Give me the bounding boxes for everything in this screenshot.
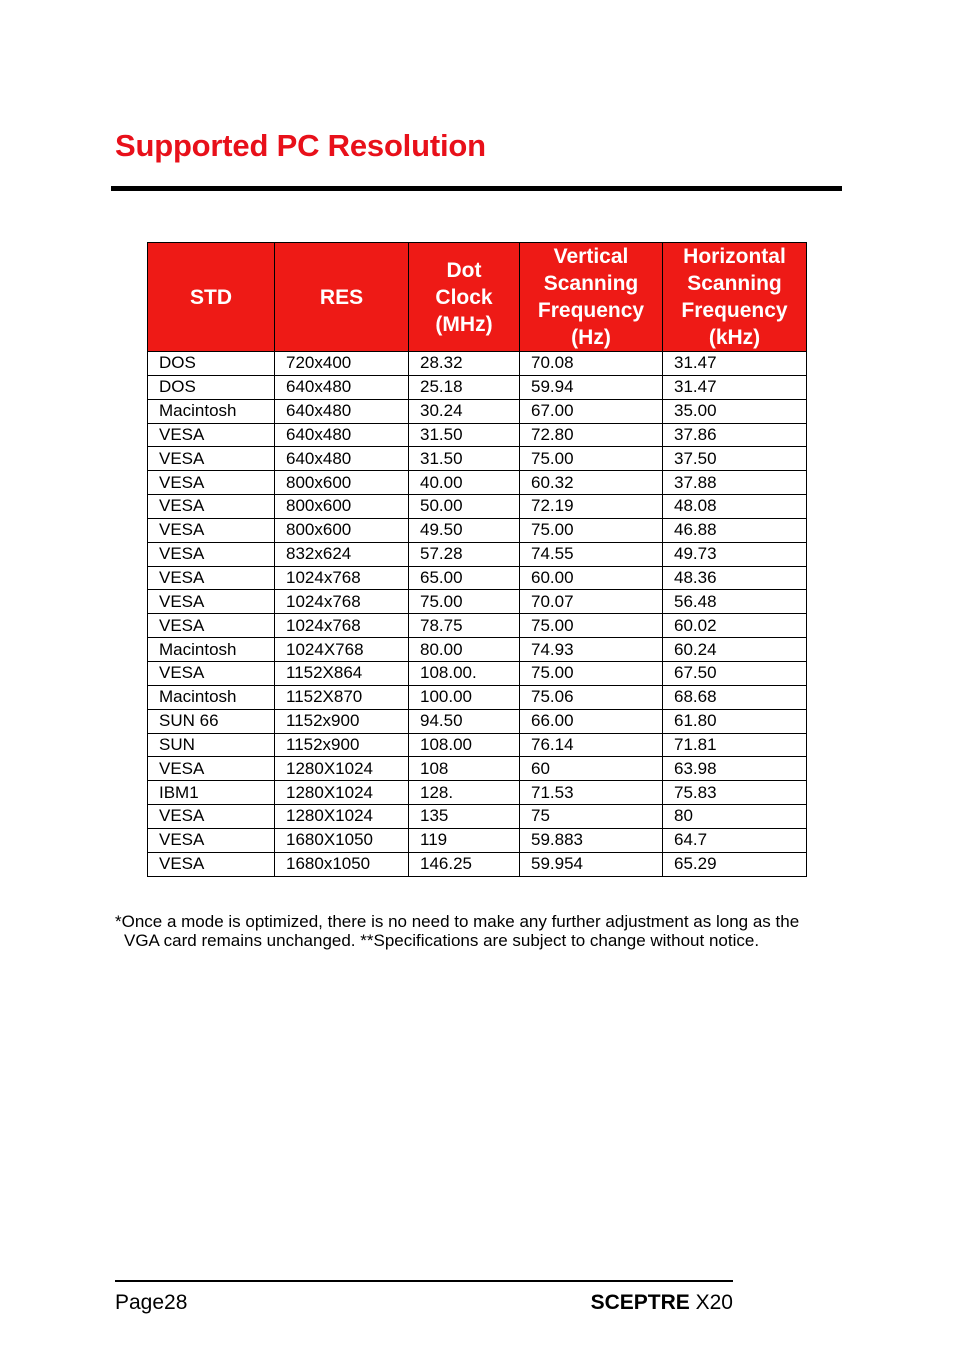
- cell-std: Macintosh: [148, 638, 275, 662]
- table-body: [148, 352, 807, 877]
- cell-horizontal-frequency: 64.7: [663, 828, 807, 852]
- cell-horizontal-frequency: 60.02: [663, 614, 807, 638]
- header-vertical-frequency: [520, 243, 663, 352]
- resolution-table: [147, 242, 807, 877]
- cell-vertical-frequency: 75.06: [520, 685, 663, 709]
- cell-dot-clock: 146.25: [409, 852, 520, 876]
- cell-std: IBM1: [148, 781, 275, 805]
- cell-res: 720x400: [275, 352, 409, 376]
- cell-dot-clock: 108.00.: [409, 661, 520, 685]
- table-row: [148, 828, 807, 852]
- table-row: [148, 423, 807, 447]
- table-row: [148, 733, 807, 757]
- cell-vertical-frequency: 71.53: [520, 781, 663, 805]
- cell-vertical-frequency: 74.55: [520, 542, 663, 566]
- cell-horizontal-frequency: 31.47: [663, 352, 807, 376]
- cell-res: 1680x1050: [275, 852, 409, 876]
- cell-std: SUN: [148, 733, 275, 757]
- cell-horizontal-frequency: 61.80: [663, 709, 807, 733]
- cell-dot-clock: 65.00: [409, 566, 520, 590]
- table-row: [148, 542, 807, 566]
- table-row: [148, 590, 807, 614]
- cell-res: 1024x768: [275, 566, 409, 590]
- cell-dot-clock: 100.00: [409, 685, 520, 709]
- cell-horizontal-frequency: 46.88: [663, 518, 807, 542]
- cell-horizontal-frequency: 63.98: [663, 757, 807, 781]
- cell-dot-clock: 31.50: [409, 447, 520, 471]
- cell-std: Macintosh: [148, 685, 275, 709]
- cell-std: VESA: [148, 518, 275, 542]
- header-horizontal-frequency: [663, 243, 807, 352]
- cell-horizontal-frequency: 31.47: [663, 375, 807, 399]
- table-row: [148, 805, 807, 829]
- header-res: RES: [275, 243, 409, 352]
- table-row: [148, 352, 807, 376]
- cell-std: VESA: [148, 447, 275, 471]
- cell-std: Macintosh: [148, 399, 275, 423]
- cell-res: 832x624: [275, 542, 409, 566]
- table-row: [148, 661, 807, 685]
- cell-horizontal-frequency: 60.24: [663, 638, 807, 662]
- cell-dot-clock: 108: [409, 757, 520, 781]
- page-number: Page28: [115, 1291, 188, 1314]
- cell-res: 1024x768: [275, 590, 409, 614]
- cell-horizontal-frequency: 80: [663, 805, 807, 829]
- table-row: [148, 638, 807, 662]
- cell-res: 1152X864: [275, 661, 409, 685]
- cell-res: 1152x900: [275, 709, 409, 733]
- table-row: [148, 852, 807, 876]
- header-std: STD: [148, 243, 275, 352]
- cell-std: VESA: [148, 471, 275, 495]
- cell-vertical-frequency: 72.19: [520, 495, 663, 519]
- cell-res: 1280X1024: [275, 757, 409, 781]
- cell-horizontal-frequency: 68.68: [663, 685, 807, 709]
- cell-res: 1280X1024: [275, 781, 409, 805]
- cell-std: VESA: [148, 614, 275, 638]
- cell-dot-clock: 31.50: [409, 423, 520, 447]
- cell-std: DOS: [148, 375, 275, 399]
- title-divider: [111, 186, 842, 191]
- table-row: [148, 566, 807, 590]
- cell-vertical-frequency: 72.80: [520, 423, 663, 447]
- cell-res: 640x480: [275, 423, 409, 447]
- cell-horizontal-frequency: 67.50: [663, 661, 807, 685]
- model-name: X20: [695, 1291, 733, 1314]
- cell-vertical-frequency: 75.00: [520, 661, 663, 685]
- cell-res: 1280X1024: [275, 805, 409, 829]
- table-header-row: [148, 243, 807, 352]
- header-vertical-line: Vertical: [553, 245, 629, 268]
- cell-res: 800x600: [275, 518, 409, 542]
- cell-horizontal-frequency: 35.00: [663, 399, 807, 423]
- page-title: Supported PC Resolution: [115, 128, 486, 163]
- cell-res: 1152X870: [275, 685, 409, 709]
- cell-horizontal-frequency: 75.83: [663, 781, 807, 805]
- cell-vertical-frequency: 75: [520, 805, 663, 829]
- footnote-line-1: *Once a mode is optimized, there is no need to make any further adjustment as long as the: [115, 912, 800, 931]
- table-row: [148, 614, 807, 638]
- table-row: [148, 685, 807, 709]
- cell-dot-clock: 128.: [409, 781, 520, 805]
- cell-vertical-frequency: 75.00: [520, 614, 663, 638]
- table-row: [148, 447, 807, 471]
- cell-dot-clock: 25.18: [409, 375, 520, 399]
- cell-dot-clock: 135: [409, 805, 520, 829]
- cell-dot-clock: 49.50: [409, 518, 520, 542]
- cell-std: VESA: [148, 590, 275, 614]
- cell-std: VESA: [148, 661, 275, 685]
- cell-horizontal-frequency: 56.48: [663, 590, 807, 614]
- cell-std: VESA: [148, 566, 275, 590]
- cell-res: 1152x900: [275, 733, 409, 757]
- cell-horizontal-frequency: 48.08: [663, 495, 807, 519]
- header-dot-clock-line: Dot: [446, 258, 482, 282]
- header-vertical-line: Frequency: [537, 299, 645, 322]
- cell-vertical-frequency: 75.00: [520, 518, 663, 542]
- cell-std: VESA: [148, 805, 275, 829]
- cell-horizontal-frequency: 71.81: [663, 733, 807, 757]
- cell-res: 640x480: [275, 399, 409, 423]
- header-horizontal-line: Horizontal: [683, 245, 786, 268]
- table-row: [148, 495, 807, 519]
- cell-res: 1680X1050: [275, 828, 409, 852]
- header-dot-clock-line: (MHz): [435, 312, 493, 336]
- footer-divider: [115, 1280, 733, 1282]
- cell-dot-clock: 57.28: [409, 542, 520, 566]
- cell-horizontal-frequency: 37.88: [663, 471, 807, 495]
- cell-std: VESA: [148, 495, 275, 519]
- cell-res: 1024x768: [275, 614, 409, 638]
- cell-dot-clock: 30.24: [409, 399, 520, 423]
- table-row: [148, 781, 807, 805]
- header-vertical-line: Scanning: [543, 272, 639, 295]
- table-row: [148, 709, 807, 733]
- cell-std: VESA: [148, 828, 275, 852]
- table-row: [148, 757, 807, 781]
- cell-horizontal-frequency: 65.29: [663, 852, 807, 876]
- table-row: [148, 471, 807, 495]
- cell-horizontal-frequency: 37.50: [663, 447, 807, 471]
- cell-vertical-frequency: 60.32: [520, 471, 663, 495]
- header-horizontal-line: Scanning: [687, 272, 782, 295]
- cell-dot-clock: 28.32: [409, 352, 520, 376]
- header-horizontal-line: Frequency: [681, 299, 788, 322]
- cell-vertical-frequency: 59.954: [520, 852, 663, 876]
- cell-vertical-frequency: 66.00: [520, 709, 663, 733]
- cell-dot-clock: 50.00: [409, 495, 520, 519]
- cell-vertical-frequency: 60.00: [520, 566, 663, 590]
- cell-vertical-frequency: 70.08: [520, 352, 663, 376]
- cell-dot-clock: 119: [409, 828, 520, 852]
- cell-vertical-frequency: 59.94: [520, 375, 663, 399]
- cell-dot-clock: 75.00: [409, 590, 520, 614]
- cell-res: 800x600: [275, 495, 409, 519]
- header-dot-clock-line: Clock: [435, 285, 493, 309]
- cell-std: VESA: [148, 542, 275, 566]
- header-vertical-line: (Hz): [571, 326, 611, 349]
- cell-dot-clock: 78.75: [409, 614, 520, 638]
- cell-std: VESA: [148, 852, 275, 876]
- cell-vertical-frequency: 59.883: [520, 828, 663, 852]
- cell-vertical-frequency: 74.93: [520, 638, 663, 662]
- table-row: [148, 375, 807, 399]
- cell-res: 1024X768: [275, 638, 409, 662]
- footnote: [115, 912, 855, 950]
- cell-std: DOS: [148, 352, 275, 376]
- cell-res: 640x480: [275, 447, 409, 471]
- table-row: [148, 518, 807, 542]
- brand-label: [591, 1290, 733, 1316]
- cell-dot-clock: 94.50: [409, 709, 520, 733]
- cell-dot-clock: 108.00: [409, 733, 520, 757]
- cell-vertical-frequency: 76.14: [520, 733, 663, 757]
- cell-std: SUN 66: [148, 709, 275, 733]
- cell-horizontal-frequency: 37.86: [663, 423, 807, 447]
- cell-res: 640x480: [275, 375, 409, 399]
- cell-vertical-frequency: 67.00: [520, 399, 663, 423]
- header-dot-clock: [409, 243, 520, 352]
- cell-res: 800x600: [275, 471, 409, 495]
- cell-vertical-frequency: 75.00: [520, 447, 663, 471]
- table-row: [148, 399, 807, 423]
- header-horizontal-line: (kHz): [708, 326, 761, 349]
- cell-horizontal-frequency: 49.73: [663, 542, 807, 566]
- cell-std: VESA: [148, 423, 275, 447]
- cell-dot-clock: 40.00: [409, 471, 520, 495]
- cell-dot-clock: 80.00: [409, 638, 520, 662]
- cell-vertical-frequency: 70.07: [520, 590, 663, 614]
- cell-std: VESA: [148, 757, 275, 781]
- cell-vertical-frequency: 60: [520, 757, 663, 781]
- brand-name: SCEPTRE: [590, 1291, 690, 1314]
- footnote-line-2: VGA card remains unchanged. **Specifications are subject to change without notice.: [124, 931, 760, 950]
- cell-horizontal-frequency: 48.36: [663, 566, 807, 590]
